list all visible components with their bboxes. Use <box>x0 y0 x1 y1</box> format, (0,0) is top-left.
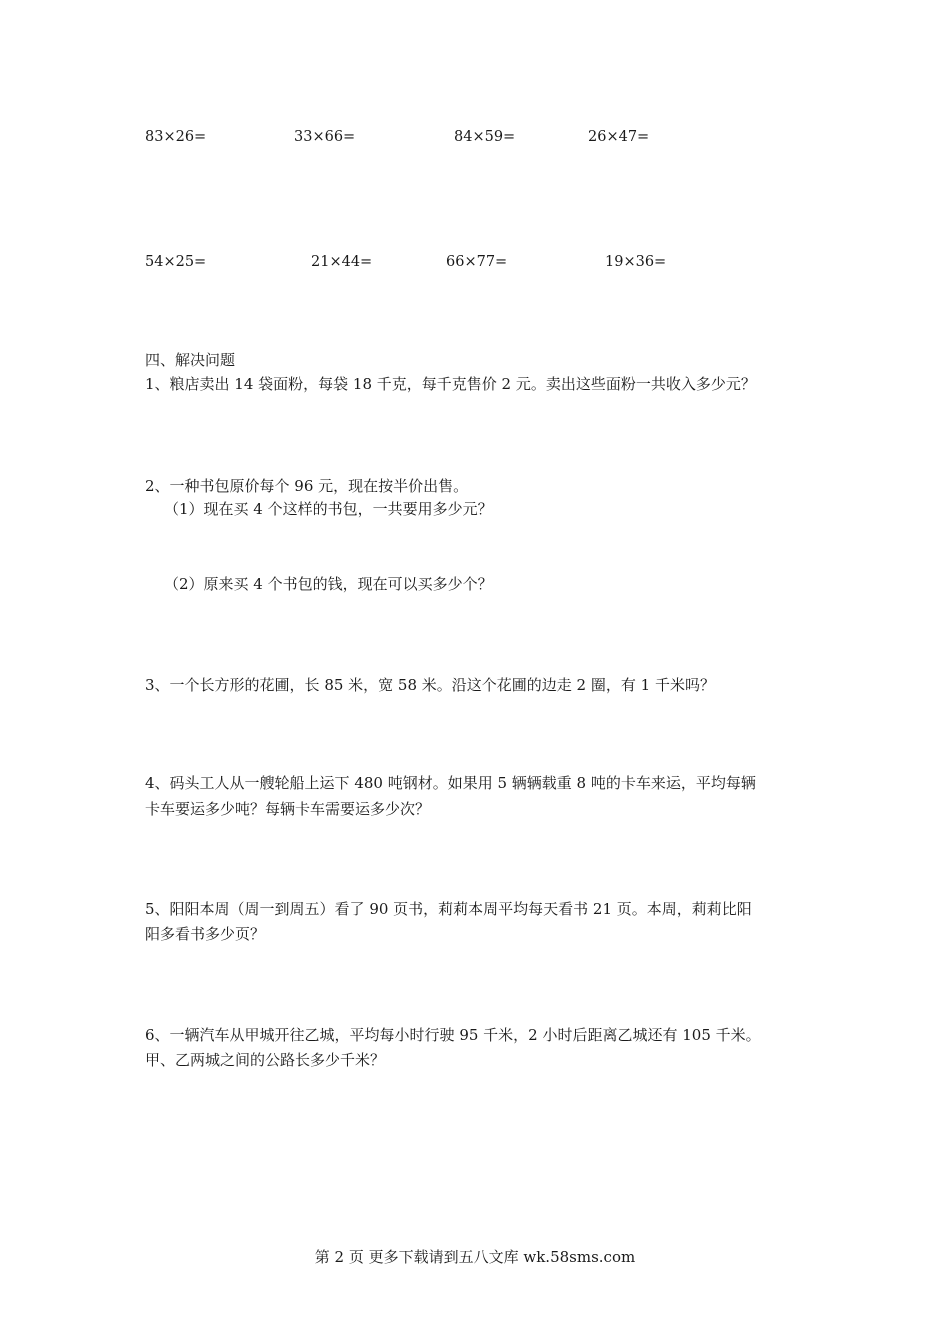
problem-4-text-line-2: 卡车要运多少吨？每辆卡车需要运多少次？ <box>145 800 431 818</box>
problem-6-text-line-1: 6、一辆汽车从甲城开往乙城，平均每小时行驶 95 千米，2 小时后距离乙城还有 105 千米。 <box>145 1026 761 1044</box>
section-heading: 四、解决问题 <box>145 351 236 369</box>
problem-1-text: 1、粮店卖出 14 袋面粉，每袋 18 千克，每千克售价 2 元。卖出这些面粉一共收入多少元？ <box>145 375 756 393</box>
problem-2-subquestion-2: （2）原来买 4 个书包的钱，现在可以买多少个？ <box>164 575 493 593</box>
calc-item: 19×36= <box>605 254 667 270</box>
problem-3-text: 3、一个长方形的花圃，长 85 米，宽 58 米。沿这个花圃的边走 2 圈，有 1 千米吗？ <box>145 676 715 694</box>
calc-item: 26×47= <box>588 129 650 145</box>
problem-5-text-line-2: 阳多看书多少页？ <box>145 925 266 943</box>
calc-item: 33×66= <box>294 129 356 145</box>
problem-2-subquestion-1: （1）现在买 4 个这样的书包，一共要用多少元？ <box>164 500 493 518</box>
problem-6-text-line-2: 甲、乙两城之间的公路长多少千米？ <box>145 1051 386 1069</box>
calc-item: 83×26= <box>145 129 207 145</box>
calc-item: 66×77= <box>446 254 508 270</box>
calc-item: 54×25= <box>145 254 207 270</box>
calc-item: 21×44= <box>311 254 373 270</box>
problem-2-text: 2、一种书包原价每个 96 元，现在按半价出售。 <box>145 477 469 495</box>
page-footer: 第 2 页 更多下载请到五八文库 wk.58sms.com <box>314 1248 636 1266</box>
problem-4-text-line-1: 4、码头工人从一艘轮船上运下 480 吨钢材。如果用 5 辆辆载重 8 吨的卡车来运，平均每辆 <box>145 774 756 792</box>
calc-item: 84×59= <box>454 129 516 145</box>
problem-5-text-line-1: 5、阳阳本周（周一到周五）看了 90 页书，莉莉本周平均每天看书 21 页。本周，莉莉比阳 <box>145 900 752 918</box>
